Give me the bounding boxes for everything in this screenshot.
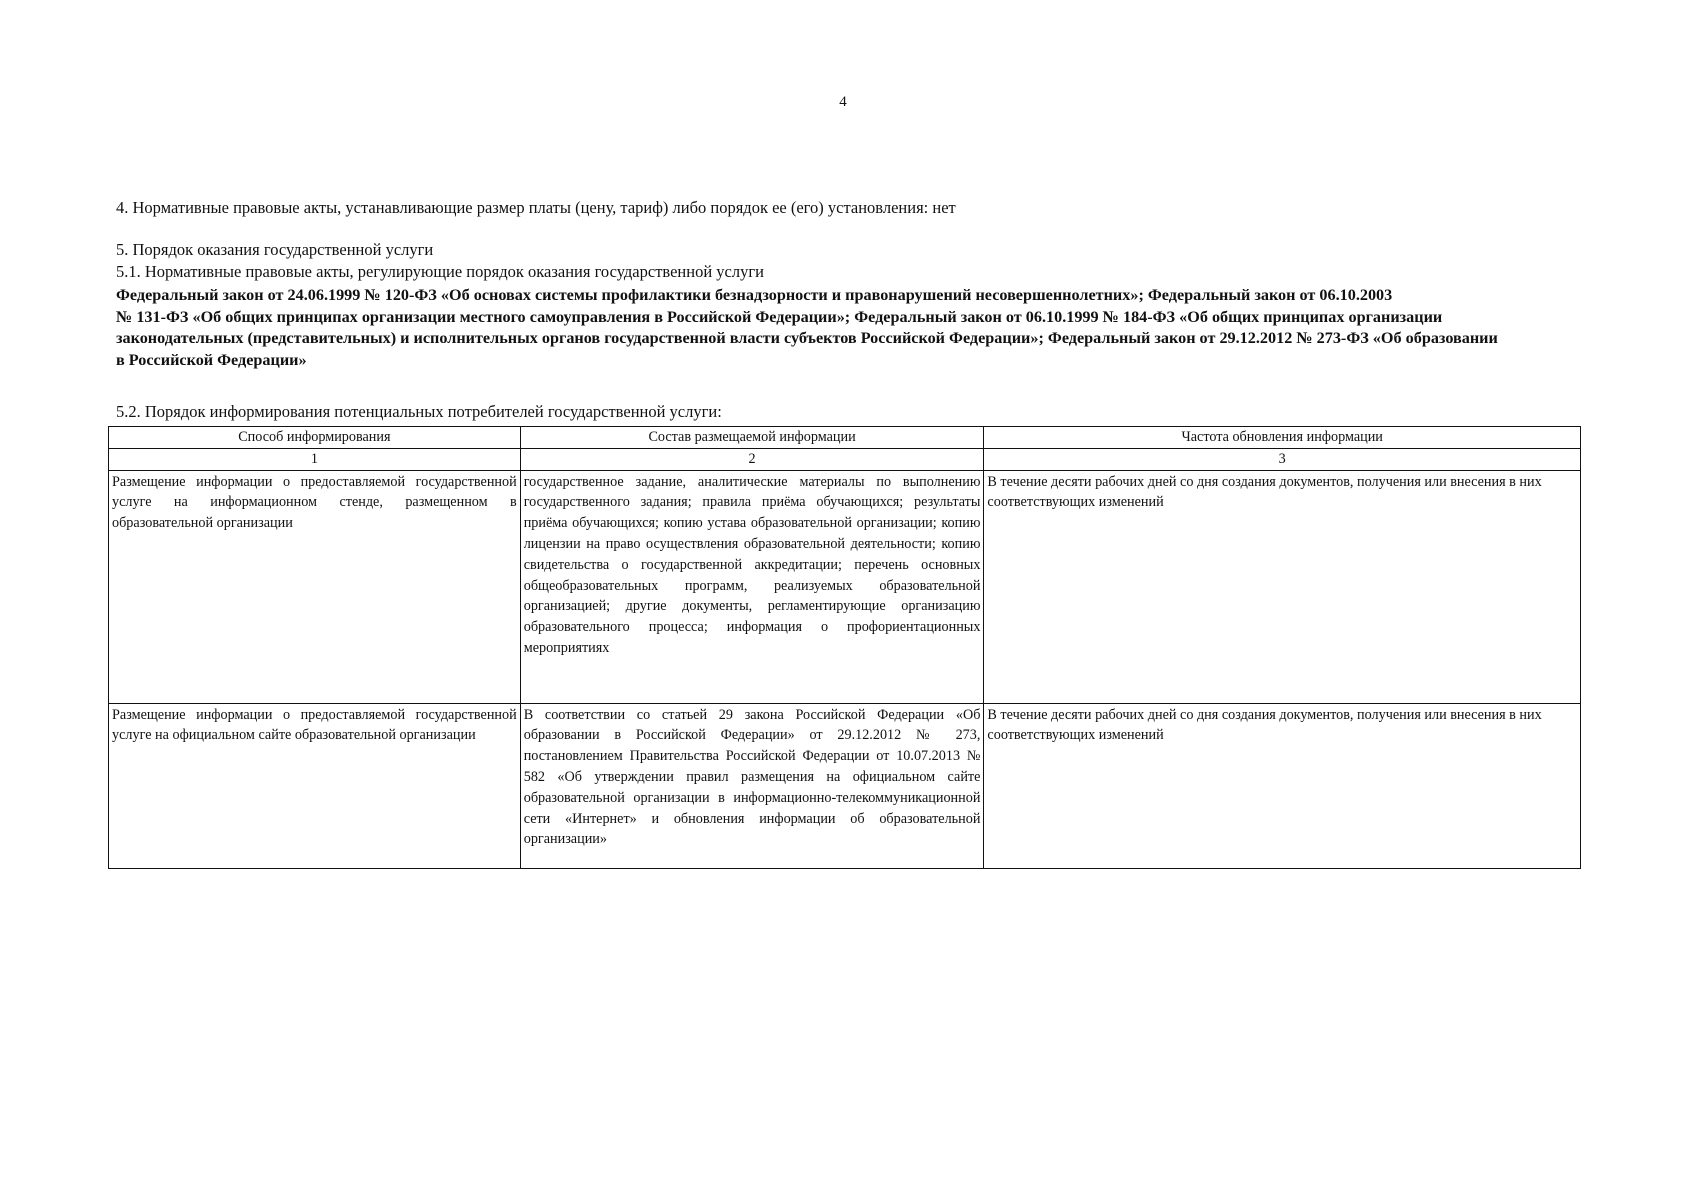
- column-header-content: Состав размещаемой информации: [520, 427, 984, 449]
- method-cell: Размещение информации о предоставляемой государственной услуге на информационном стенде, размещенном в образовательной организации: [109, 470, 521, 703]
- legal-acts-line: Федеральный закон от 24.06.1999 № 120-ФЗ «Об основах системы профилактики безнадзорности и правонарушений несовершеннолетних»; Федеральный закон от 06.10.2003: [116, 286, 1393, 304]
- section-4-heading: 4. Нормативные правовые акты, устанавливающие размер платы (цену, тариф) либо порядок ее (его) установления: нет: [116, 198, 956, 217]
- legal-acts-line: в Российской Федерации»: [116, 350, 307, 369]
- content-cell: государственное задание, аналитические материалы по выполнению государственного задания; правила приёма обучающихся; результаты приёма обучающихся; копию устава образовательной организации; копию лицензии на право осуществления образовательной деятельности; копию свидетельства о государственной аккредитации; перечень основных общеобразовательных программ, реализуемых образовательной организацией; другие документы, регламентирующие организацию образовательного процесса; информация о профориентационных мероприятиях: [520, 470, 984, 703]
- content-cell: В соответствии со статьей 29 закона Российской Федерации «Об образовании в Российской Федерации» от 29.12.2012 № 273, постановлением Правительства Российской Федерации от 10.07.2013 № 582 «Об утверждении правил размещения на официальном сайте образовательной организации в информационно-телекоммуникационной сети «Интернет» и обновления информации об образовательной организации»: [520, 703, 984, 868]
- table-row: [109, 703, 1581, 868]
- table-header-row: [109, 427, 1581, 449]
- section-5-heading: 5. Порядок оказания государственной услуги: [116, 240, 434, 259]
- legal-acts-line: законодательных (представительных) и исполнительных органов государственной власти субъектов Российской Федерации»; Федеральный закон от 29.12.2012 № 273-ФЗ «Об образовании: [116, 329, 1498, 347]
- page-number: 4: [839, 94, 847, 110]
- informing-table: [108, 426, 1581, 869]
- column-header-method: Способ информирования: [109, 427, 521, 449]
- method-cell: Размещение информации о предоставляемой государственной услуге на официальном сайте образовательной организации: [109, 703, 521, 868]
- frequency-cell: В течение десяти рабочих дней со дня создания документов, получения или внесения в них соответствующих изменений: [984, 470, 1581, 703]
- column-number: 1: [109, 448, 521, 470]
- table-number-row: [109, 448, 1581, 470]
- section-5-2-heading: 5.2. Порядок информирования потенциальных потребителей государственной услуги:: [116, 402, 722, 421]
- section-5-1-heading: 5.1. Нормативные правовые акты, регулирующие порядок оказания государственной услуги: [116, 262, 764, 281]
- legal-acts-line: № 131-ФЗ «Об общих принципах организации местного самоуправления в Российской Федерации»; Федеральный закон от 06.10.1999 № 184-ФЗ «Об общих принципах организации: [116, 307, 1443, 326]
- table-row: [109, 470, 1581, 703]
- column-number: 3: [984, 448, 1581, 470]
- column-number: 2: [520, 448, 984, 470]
- legal-acts-paragraph: [116, 285, 1582, 371]
- frequency-cell: В течение десяти рабочих дней со дня создания документов, получения или внесения в них соответствующих изменений: [984, 703, 1581, 868]
- column-header-frequency: Частота обновления информации: [984, 427, 1581, 449]
